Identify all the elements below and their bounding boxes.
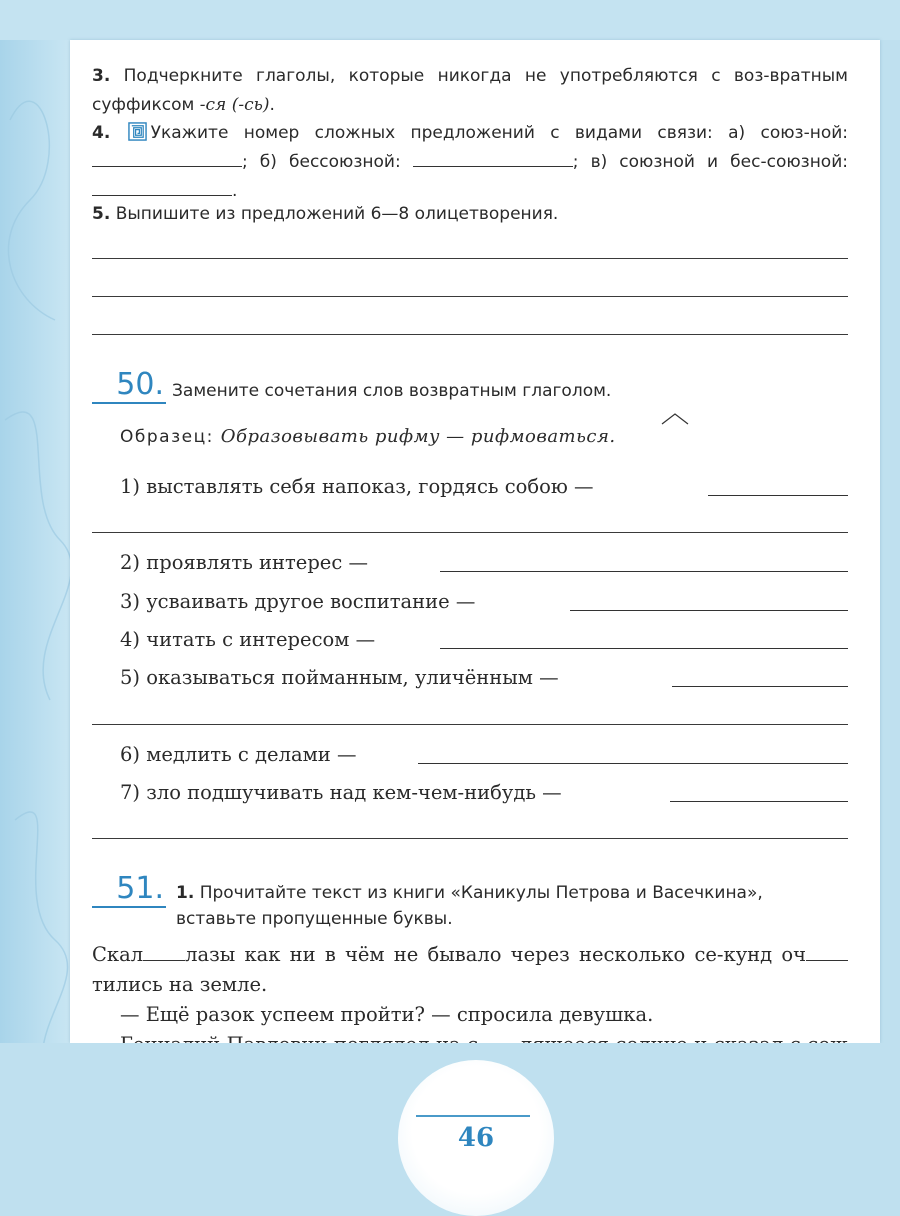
answer-blank[interactable] — [440, 648, 848, 649]
task-4-text-a: Укажите номер сложных предложений с видами связи: а) союз-ной: — [150, 123, 848, 143]
sample-text: Образовывать рифму — рифмоваться. — [220, 426, 616, 447]
spiral-square-icon — [128, 122, 147, 141]
exercise-50-sample — [120, 424, 616, 450]
answer-line[interactable] — [92, 334, 848, 335]
answer-blank[interactable] — [418, 763, 848, 764]
exercise-50-item: 6) медлить с делами — — [120, 743, 357, 766]
exercise-50-item: 1) выставлять себя напоказ, гордясь собою — — [120, 475, 594, 498]
answer-line[interactable] — [92, 838, 848, 839]
task-4 — [92, 119, 848, 206]
task-3-number: 3. — [92, 66, 111, 86]
answer-line[interactable] — [92, 258, 848, 259]
answer-blank[interactable] — [570, 610, 848, 611]
answer-blank[interactable] — [672, 686, 848, 687]
exercise-50-item: 5) оказываться пойманным, уличённым — — [120, 666, 559, 689]
answer-line[interactable] — [92, 532, 848, 533]
morpheme-suffix-mark — [660, 412, 690, 426]
answer-line[interactable] — [92, 724, 848, 725]
task-5-text: Выпишите из предложений 6—8 олицетворения. — [115, 204, 559, 224]
exercise-51-title — [176, 880, 848, 932]
exercise-50-item: 4) читать с интересом — — [120, 628, 376, 651]
task-3-suffix: -ся (-сь) — [199, 95, 270, 115]
answer-blank-union[interactable] — [92, 149, 242, 167]
task-5-number: 5. — [92, 204, 111, 224]
answer-blank[interactable] — [708, 495, 848, 496]
exercise-51-number: 51. — [92, 872, 166, 908]
exercise-50-title: Замените сочетания слов возвратным глаголом. — [172, 381, 612, 401]
task-5 — [92, 200, 848, 229]
answer-blank[interactable] — [670, 801, 848, 802]
answer-line[interactable] — [92, 296, 848, 297]
text-fragment: — Ещё разок успеем пройти? — спросила девушка. — [120, 1003, 654, 1026]
task-4-text-d: . — [232, 181, 238, 201]
top-margin — [0, 0, 900, 40]
text-fragment: лазы как ни в чём не бывало через несколько се-кунд оч — [185, 943, 806, 966]
sample-label: Образец: — [120, 427, 214, 447]
exercise-51-title-text: Прочитайте текст из книги «Каникулы Петрова и Васечкина», вставьте пропущенные буквы. — [176, 883, 763, 929]
answer-blank-nonunion[interactable] — [413, 149, 573, 167]
text-fragment: Скал — [92, 943, 144, 966]
task-3-end: . — [269, 95, 275, 115]
text-fragment: тились на земле. — [92, 973, 268, 996]
page-number-rule — [416, 1115, 530, 1117]
exercise-50-item: 3) усваивать другое воспитание — — [120, 590, 476, 613]
answer-blank-mixed[interactable] — [92, 178, 232, 196]
task-3 — [92, 62, 848, 120]
exercise-50-item: 7) зло подшучивать над кем-чем-нибудь — — [120, 781, 562, 804]
page-margin-background — [0, 0, 70, 1200]
task-4-number: 4. — [92, 123, 111, 143]
exercise-50-number: 50. — [92, 368, 166, 404]
page-number: 46 — [457, 1123, 495, 1153]
exercise-51-sub-number: 1. — [176, 883, 195, 903]
letter-gap[interactable] — [143, 940, 185, 961]
letter-gap[interactable] — [806, 940, 848, 961]
task-3-text: Подчеркните глаголы, которые никогда не употребляются с воз-вратным суффиксом — [92, 66, 848, 115]
task-4-text-b: ; б) бессоюзной: — [242, 152, 413, 172]
exercise-50-item: 2) проявлять интерес — — [120, 551, 368, 574]
answer-blank[interactable] — [440, 571, 848, 572]
task-4-text-c: ; в) союзной и бес-союзной: — [572, 152, 848, 172]
